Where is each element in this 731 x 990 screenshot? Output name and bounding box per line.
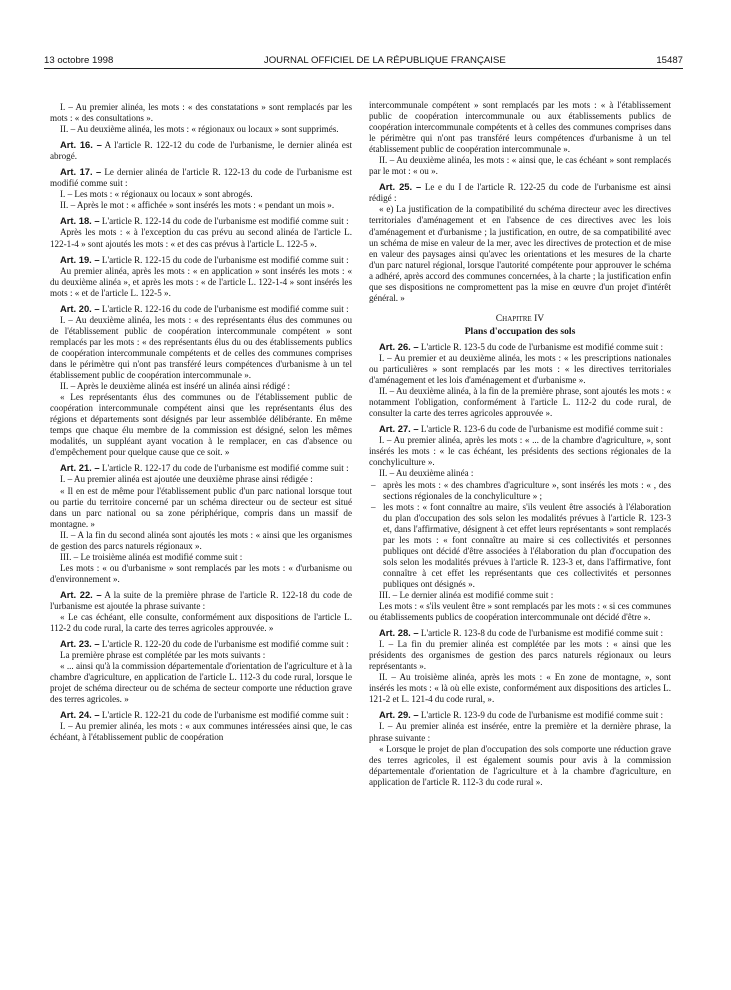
article-paragraph	[369, 341, 671, 353]
paragraph	[50, 612, 352, 634]
paragraph-text: I. – Au premier alinéa, les mots : « aux communes intéressées ainsi que, le cas échéant, à l'établissement public de coopération	[50, 721, 352, 743]
paragraph	[369, 721, 671, 743]
article-number: Art. 24. –	[60, 709, 100, 721]
paragraph	[50, 392, 352, 458]
paragraph-text: II. – Au troisième alinéa, après les mots : « En zone de montagne, », sont insérés les mots : « là où elle existe, conformément aux dispositions des articles L. 121-2 et L. 121-4 du code rural, ».	[369, 672, 671, 705]
article-paragraph	[50, 638, 352, 650]
paragraph-text: L'article R. 122-21 du code de l'urbanisme est modifié comme suit :	[101, 710, 349, 721]
paragraph	[50, 381, 352, 392]
article-number: Art. 25. –	[379, 181, 422, 193]
paragraph-text: A la suite de la première phrase de l'article R. 122-18 du code de l'urbanisme est ajoutée la phrase suivante :	[50, 589, 352, 611]
paragraph-text: I. – Au deuxième alinéa, les mots : « des représentants élus des communes ou de l'établissement public de coopération intercommunale compétent » sont remplacés par les mots : « des représentants élus du ou des établissements publics de coopération intercommunale compétents et de celles des communes comprises dans le périmètre qui n'ont pas transféré leurs compétences d'urbanisme à un tel établissement public de coopération intercommunale ».	[50, 314, 352, 381]
paragraph-text: « Le cas échéant, elle consulte, conformément aux dispositions de l'article L. 112-2 du code rural, la carte des terres agricoles approuvée. »	[50, 612, 352, 634]
article-paragraph	[369, 181, 671, 204]
paragraph-text: La première phrase est complétée par les mots suivants :	[60, 650, 266, 661]
left-column	[50, 102, 352, 744]
chapter-title: Plans d'occupation des sols	[464, 325, 576, 337]
paragraph-text: « e) La justification de la compatibilité du schéma directeur avec les directives territoriales d'aménagement et en l'absence de ces directives avec les lois d'aménagement et d'urbanisme ; la justification, en outre, de sa compatibilité avec un schéma de mise en valeur de la mer, avec les directives de protection et de mise en valeur des paysages ainsi qu'avec les orientations et les mesures de la charte d'un parc naturel régional, lorsque l'autorité compétente pour approuver le schéma a adhéré, après accord des communes concernées, à la charte ; la justification enfin que ses dispositions ne compromettent pas la mise en œuvre d'un projet d'intérêt général. »	[369, 204, 671, 303]
paragraph-text: L'article R. 123-6 du code de l'urbanisme est modifié comme suit :	[420, 424, 664, 435]
article-number: Art. 26. –	[379, 340, 419, 352]
paragraph	[50, 552, 352, 563]
article-paragraph	[50, 254, 352, 266]
list-item: – après les mots : « des chambres d'agriculture », sont insérés les mots : « , des sections régionales de la conchyliculture » ;	[369, 480, 671, 502]
paragraph-text: L'article R. 122-15 du code de l'urbanisme est modifié comme suit :	[101, 254, 349, 265]
paragraph-text: Après les mots : « à l'exception du cas prévu au second alinéa de l'article L. 122-1-4 » sont ajoutés les mots : « et des cas prévus à l'article L. 122-5 ».	[50, 227, 352, 249]
article-number: Art. 29. –	[379, 709, 419, 721]
paragraph	[50, 661, 352, 705]
page-number: 15487	[656, 55, 683, 66]
paragraph-text: Le dernier alinéa de l'article R. 122-13 du code de l'urbanisme est modifié comme suit :	[50, 167, 352, 189]
paragraph-text: « ... ainsi qu'à la commission départementale d'orientation de l'agriculture et à la chambre d'agriculture, en application de l'article L. 112-3 du code rural, lorsque le projet de schéma directeur ou de schéma de secteur comporte une réduction grave des terres agricoles. »	[50, 661, 352, 705]
article-number: Art. 23. –	[60, 638, 100, 650]
paragraph	[369, 744, 671, 788]
paragraph-text: L'article R. 123-5 du code de l'urbanisme est modifié comme suit :	[420, 341, 664, 352]
article-number: Art. 28. –	[379, 627, 419, 639]
paragraph-text: I. – Les mots : « régionaux ou locaux » sont abrogés.	[60, 189, 253, 200]
paragraph	[50, 200, 352, 211]
right-column	[369, 100, 671, 788]
paragraph	[369, 639, 671, 672]
article-number: Art. 27. –	[379, 423, 419, 435]
paragraph-text: II. – Au deuxième alinéa, les mots : « ainsi que, le cas échéant » sont remplacés par le mot : « ou ».	[369, 155, 671, 177]
article-number: Art. 22. –	[60, 588, 102, 600]
article-paragraph	[50, 709, 352, 721]
list-item: – les mots : « font connaître au maire, s'ils veulent être associés à l'élaboration du plan d'occupation des sols selon les modalités prévues à l'article R. 123-3 et, dans l'affirmative, désignent à cet effet leurs représentants » sont remplacés par les mots : « font connaître au maire si ces collectivités et personnes publiques ont décidé d'être associées à l'élaboration du plan d'occupation des sols selon les modalités prévues à l'article R. 123-3 et, dans l'affirmative, font connaître à cet effet les représentants que ces collectivités et personnes publiques ont désignés ».	[369, 502, 671, 590]
chapter-heading: Chapitre IV	[495, 312, 545, 324]
article-number: Art. 16. –	[60, 139, 102, 151]
paragraph	[50, 530, 352, 552]
article-number: Art. 18. –	[60, 215, 100, 227]
paragraph	[50, 315, 352, 381]
paragraph	[50, 124, 352, 135]
paragraph-text: II. – Au deuxième alinéa, à la fin de la première phrase, sont ajoutés les mots : « notamment l'obligation, conformément à l'article L. 112-2 du code rural, de consulter la carte des terres agricoles approuvée ».	[369, 386, 671, 419]
paragraph	[369, 353, 671, 386]
paragraph-text: I. – Au premier alinéa est insérée, entre la première et la dernière phrase, la phrase suivante :	[369, 721, 671, 743]
paragraph	[369, 590, 671, 601]
paragraph-text: II. – Au deuxième alinéa, les mots : « régionaux ou locaux » sont supprimés.	[60, 124, 339, 135]
paragraph-text: « Les représentants élus des communes ou de l'établissement public de coopération intercommunale compétent ainsi que les représentants élus des régions et départements sont désignés par leur assemblée délibérante. En même temps que chaque élu membre de la commission est désigné, selon les mêmes modalités, un suppléant ayant vocation à le remplacer, en cas d'absence ou d'empêchement pour quelque cause que ce soit. »	[50, 392, 352, 458]
paragraph-text: Les mots : « s'ils veulent être » sont remplacés par les mots : « si ces communes ou établissements publics de coopération intercommunale ont décidé d'être ».	[369, 601, 671, 623]
paragraph-text: I. – La fin du premier alinéa est complétée par les mots : « ainsi que les présidents des organismes de gestion des parcs naturels régionaux ou leurs représentants ».	[369, 639, 671, 672]
paragraph	[369, 601, 671, 623]
paragraph	[50, 266, 352, 299]
paragraph	[50, 721, 352, 743]
paragraph-text: A l'article R. 122-12 du code de l'urbanisme, le dernier alinéa est abrogé.	[50, 140, 353, 162]
paragraph	[369, 672, 671, 705]
publication-date: 13 octobre 1998	[44, 55, 114, 66]
paragraph-text: II. – Après le mot : « affichée » sont insérés les mots : « pendant un mois ».	[60, 200, 335, 211]
journal-title: JOURNAL OFFICIEL DE LA RÉPUBLIQUE FRANÇAISE	[263, 55, 506, 66]
paragraph-text: I. – Au premier et au deuxième alinéa, les mots : « les prescriptions nationales ou particulières » sont remplacés par les mots : « les directives territoriales d'aménagement et les lois d'aménagement et d'urbanisme ».	[369, 352, 671, 386]
article-paragraph	[50, 166, 352, 189]
article-number: Art. 17. –	[60, 166, 102, 178]
article-paragraph	[369, 627, 671, 639]
paragraph	[50, 189, 352, 200]
paragraph	[369, 468, 671, 479]
paragraph	[50, 227, 352, 249]
paragraph-text: Au premier alinéa, après les mots : « en application » sont insérés les mots : « du deuxième alinéa », et après les mots : « de l'article L. 122-1-4 » sont insérés les mots : « et de l'article L. 122-5 ».	[50, 265, 352, 298]
article-paragraph	[50, 215, 352, 227]
paragraph-text: II. – Après le deuxième alinéa est inséré un alinéa ainsi rédigé :	[60, 381, 291, 392]
paragraph-text: L'article R. 122-17 du code de l'urbanisme est modifié comme suit :	[101, 463, 349, 474]
article-paragraph	[369, 423, 671, 435]
paragraph-text: I. – Au premier alinéa, après les mots : « ... de la chambre d'agriculture, », sont insérés les mots : « le cas échéant, les présidents des sections régionales de la conchyliculture ».	[369, 435, 671, 468]
paragraph-text: L'article R. 122-16 du code de l'urbanisme est modifié comme suit :	[101, 303, 349, 314]
paragraph	[369, 100, 671, 155]
page-header	[44, 50, 683, 69]
paragraph-text: « Il en est de même pour l'établissement public d'un parc national lorsque tout ou partie du territoire concerné par un schéma directeur ou de secteur est situé dans un parc national ou sa zone périphérique, compris dans un massif de montagne. »	[50, 485, 352, 529]
article-paragraph	[369, 709, 671, 721]
article-paragraph	[50, 462, 352, 474]
paragraph	[369, 155, 671, 177]
paragraph-text: L'article R. 122-14 du code de l'urbanisme est modifié comme suit :	[101, 216, 349, 227]
paragraph	[369, 204, 671, 303]
paragraph-text: L'article R. 122-20 du code de l'urbanisme est modifié comme suit :	[101, 639, 349, 650]
paragraph-text: III. – Le troisième alinéa est modifié comme suit :	[60, 551, 243, 562]
paragraph-text: Les mots : « ou d'urbanisme » sont remplacés par les mots : « d'urbanisme ou d'environnement ».	[50, 562, 352, 584]
paragraph-text: II. – Au deuxième alinéa :	[379, 468, 474, 479]
paragraph-text: I. – Au premier alinéa, les mots : « des constatations » sont remplacés par les mots : « des consultations ».	[50, 102, 352, 124]
paragraph	[50, 563, 352, 585]
paragraph-text: « Lorsque le projet de plan d'occupation des sols comporte une réduction grave des terres agricoles, il est également soumis pour avis à la commission départementale d'orientation de l'agriculture et à la chambre d'agriculture, en application de l'article R. 112-3 du code rural ».	[369, 743, 671, 787]
paragraph	[50, 474, 352, 485]
paragraph	[369, 435, 671, 468]
paragraph-text: II. – A la fin du second alinéa sont ajoutés les mots : « ainsi que les organismes de gestion des parcs naturels régionaux ».	[50, 529, 352, 551]
paragraph-text: III. – Le dernier alinéa est modifié comme suit :	[379, 589, 554, 600]
paragraph	[50, 650, 352, 661]
article-number: Art. 20. –	[60, 302, 100, 314]
article-paragraph	[50, 139, 352, 162]
paragraph-text: Le e du I de l'article R. 122-25 du code de l'urbanisme est ainsi rédigé :	[369, 182, 671, 204]
article-number: Art. 21. –	[60, 462, 100, 474]
article-paragraph	[50, 303, 352, 315]
paragraph-text: intercommunale compétent » sont remplacés par les mots : « à l'établissement public de coopération intercommunale ou aux établissements publics de coopération intercommunale compétents et à celles des communes comprises dans le périmètre qui n'ont pas transféré leurs compétences d'urbanisme à un tel établissement public de coopération intercommunale ».	[369, 100, 671, 155]
paragraph-text: L'article R. 123-9 du code de l'urbanisme est modifié comme suit :	[420, 710, 664, 721]
article-paragraph	[50, 589, 352, 612]
article-number: Art. 19. –	[60, 253, 100, 265]
paragraph	[50, 486, 352, 530]
paragraph-text: L'article R. 123-8 du code de l'urbanisme est modifié comme suit :	[420, 628, 664, 639]
paragraph-text: I. – Au premier alinéa est ajoutée une deuxième phrase ainsi rédigée :	[60, 474, 313, 485]
paragraph	[50, 102, 352, 124]
paragraph	[369, 386, 671, 419]
